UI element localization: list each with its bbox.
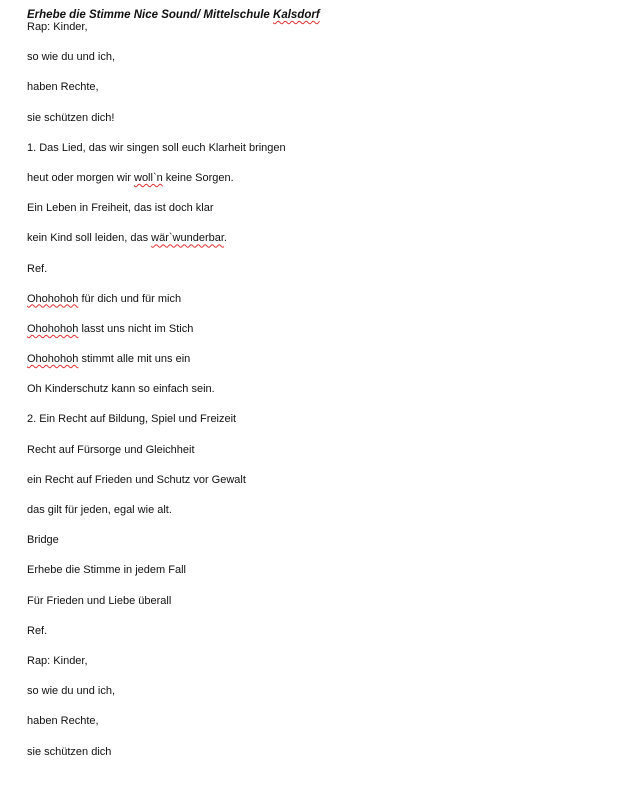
lyric-text: kein Kind soll leiden, das: [27, 232, 152, 245]
lyric-line: [27, 684, 286, 714]
lyric-line: [27, 443, 286, 473]
lyric-text: Ein Leben in Freiheit, das ist doch klar: [27, 202, 214, 215]
lyric-line: [27, 171, 286, 201]
lyric-text: Oh Kinderschutz kann so einfach sein.: [27, 383, 215, 396]
lyric-line: [27, 20, 286, 50]
lyric-line: [27, 503, 286, 533]
lyric-line: [27, 563, 286, 593]
lyric-line: [27, 50, 286, 80]
lyric-text: das gilt für jeden, egal wie alt.: [27, 504, 172, 516]
lyric-line: [27, 412, 286, 442]
lyric-line: [27, 262, 286, 292]
spellcheck-flagged-word: Ohohohoh: [27, 353, 79, 366]
lyric-line: [27, 473, 286, 503]
lyric-line: [27, 141, 286, 171]
lyric-line: [27, 292, 286, 322]
lyric-text: Ref.: [27, 624, 48, 637]
title-text: Erhebe die Stimme Nice Sound/ Mittelschule: [27, 9, 274, 21]
lyric-text: sie schützen dich!: [27, 111, 115, 124]
lyric-text: haben Rechte,: [27, 715, 99, 728]
lyric-line: [27, 352, 286, 382]
lyric-text: heut oder morgen wir: [27, 171, 134, 184]
lyric-line: [27, 654, 286, 684]
lyric-line: [27, 533, 286, 563]
lyric-line: [27, 594, 286, 624]
lyric-text: stimmt alle mit uns ein: [78, 353, 191, 366]
title-flagged-word: Kalsdorf: [273, 9, 320, 21]
lyric-line: [27, 745, 286, 775]
lyric-text: ein Recht auf Frieden und Schutz vor Gewalt: [27, 473, 246, 486]
lyric-line: [27, 111, 286, 141]
lyric-line: [27, 382, 286, 412]
spellcheck-flagged-word: wär`wunderbar: [151, 232, 224, 245]
lyric-text: so wie du und ich,: [27, 51, 116, 64]
lyric-text: so wie du und ich,: [27, 685, 116, 698]
lyric-text: für dich und für mich: [78, 292, 182, 305]
lyric-text: Rap: Kinder,: [27, 654, 88, 667]
lyric-text: Bridge: [27, 534, 59, 547]
lyric-text: haben Rechte,: [27, 81, 99, 94]
spellcheck-flagged-word: Ohohohoh: [27, 322, 79, 335]
spellcheck-flagged-word: Ohohohoh: [27, 292, 79, 305]
lyric-text: 1. Das Lied, das wir singen soll euch Klarheit bringen: [27, 141, 286, 154]
lyric-line: [27, 80, 286, 110]
lyric-text: Rap: Kinder,: [27, 21, 88, 33]
lyric-text: sie schützen dich: [27, 745, 112, 758]
lyric-text: .: [223, 232, 227, 245]
lyric-line: [27, 201, 286, 231]
lyrics-body: [27, 20, 286, 775]
spellcheck-flagged-word: woll`n: [134, 171, 163, 184]
lyric-line: [27, 231, 286, 261]
lyric-line: [27, 714, 286, 744]
lyric-line: [27, 624, 286, 654]
lyric-text: Recht auf Fürsorge und Gleichheit: [27, 443, 195, 456]
lyric-text: Für Frieden und Liebe überall: [27, 594, 172, 607]
lyric-text: Ref.: [27, 262, 48, 275]
lyric-text: keine Sorgen.: [162, 171, 234, 184]
lyric-text: lasst uns nicht im Stich: [78, 322, 194, 335]
lyric-text: Erhebe die Stimme in jedem Fall: [27, 564, 186, 577]
lyric-line: [27, 322, 286, 352]
lyric-text: 2. Ein Recht auf Bildung, Spiel und Freizeit: [27, 413, 237, 426]
